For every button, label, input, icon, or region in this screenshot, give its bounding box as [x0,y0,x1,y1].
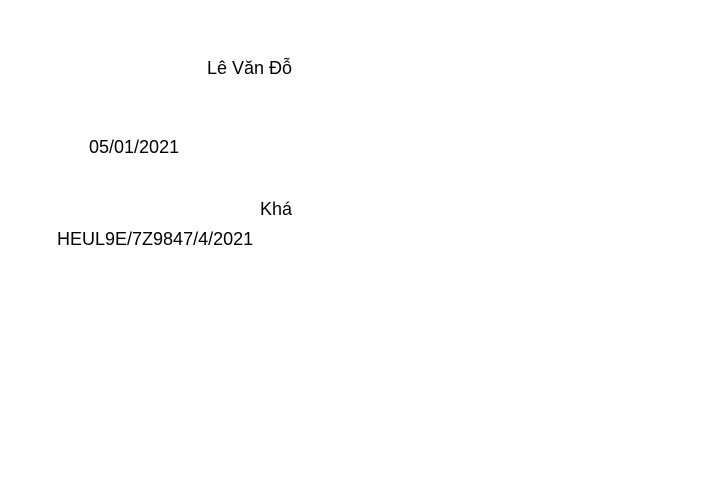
grade-rating: Khá [259,199,292,219]
issue-date: 05/01/2021 [89,137,180,157]
recipient-name: Lê Văn Đỗ [206,58,292,78]
certificate-number: HEUL9E/7Z9847/4/2021 [57,229,254,249]
